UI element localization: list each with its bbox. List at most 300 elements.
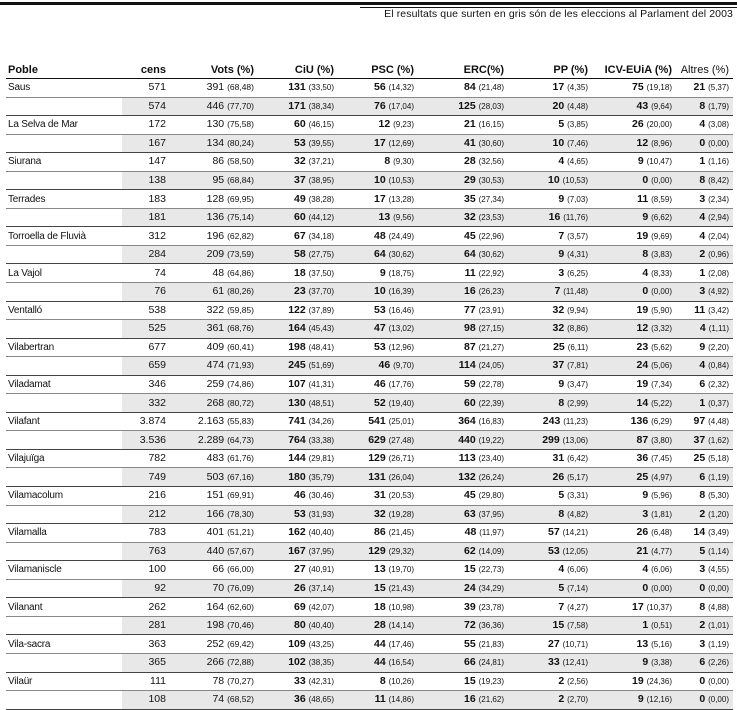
cell-pp-percent: (3,31) [567, 491, 588, 501]
cell-vots-percent: (75,58) [227, 119, 254, 130]
cell-icv [592, 320, 676, 339]
cell-vots [170, 579, 258, 598]
cell-ciu-count: 131 [288, 81, 306, 94]
table-row [6, 579, 733, 598]
col-header-ciu: CiU (%) [258, 62, 338, 79]
cell-vots-percent: (61,76) [227, 453, 254, 464]
cell-icv-count: 19 [636, 378, 649, 391]
cell-vots-count: 136 [206, 211, 225, 224]
cell-pp-count: 8 [558, 396, 565, 409]
cell-vots-count: 61 [212, 285, 225, 298]
cell-poble [6, 468, 122, 487]
cell-ciu-count: 102 [288, 656, 306, 669]
cell-cens: 332 [122, 394, 170, 413]
cell-psc [338, 561, 418, 580]
cell-icv-count: 4 [642, 266, 649, 279]
cell-erc [418, 264, 508, 283]
cell-pp [508, 524, 592, 543]
cell-psc-percent: (14,86) [388, 695, 414, 705]
cell-cens: 100 [122, 561, 170, 580]
col-header-vots: Vots (%) [170, 62, 258, 79]
cell-erc-percent: (21,48) [478, 83, 504, 93]
cell-erc-percent: (30,60) [478, 138, 504, 148]
cell-vots [170, 635, 258, 654]
cell-erc-percent: (28,03) [478, 101, 504, 111]
cell-vots-percent: (78,30) [227, 508, 254, 519]
cell-pp [508, 301, 592, 320]
cell-erc-count: 364 [458, 415, 476, 428]
cell-cens: 212 [122, 505, 170, 524]
cell-psc [338, 468, 418, 487]
cell-psc-percent: (20,53) [388, 491, 414, 501]
cell-erc-count: 63 [464, 507, 476, 520]
cell-pp [508, 153, 592, 172]
cell-cens: 365 [122, 653, 170, 672]
cell-psc [338, 505, 418, 524]
cell-psc-count: 86 [374, 526, 386, 539]
cell-pp [508, 505, 592, 524]
cell-ciu [258, 283, 338, 302]
cell-altres-count: 3 [699, 285, 706, 298]
cell-icv [592, 79, 676, 98]
cell-pp-percent: (4,65) [567, 157, 588, 167]
cell-vots [170, 171, 258, 190]
cell-altres [676, 616, 733, 635]
cell-icv-percent: (3,83) [651, 250, 672, 260]
table-header-row [6, 62, 733, 79]
cell-vots-count: 209 [206, 248, 225, 261]
cell-vots-percent: (77,70) [227, 100, 254, 111]
cell-pp-percent: (2,70) [567, 695, 588, 705]
cell-erc-percent: (21,83) [478, 639, 504, 649]
cell-ciu [258, 653, 338, 672]
cell-icv [592, 691, 676, 710]
cell-vots-count: 446 [206, 99, 225, 112]
cell-altres-count: 11 [694, 303, 706, 316]
cell-ciu-percent: (34,18) [308, 231, 334, 241]
cell-psc-percent: (27,48) [388, 435, 414, 445]
cell-poble: Vilamacolum [6, 487, 122, 506]
cell-vots [170, 598, 258, 617]
cell-poble: Torroella de Fluvià [6, 227, 122, 246]
cell-vots [170, 412, 258, 431]
cell-erc-percent: (22,78) [478, 380, 504, 390]
cell-ciu-count: 36 [294, 693, 306, 706]
cell-poble [6, 357, 122, 376]
cell-altres [676, 635, 733, 654]
cell-altres [676, 394, 733, 413]
cell-pp-count: 4 [558, 155, 565, 168]
cell-psc-percent: (17,46) [388, 639, 414, 649]
cell-psc [338, 190, 418, 209]
cell-pp-count: 7 [558, 600, 565, 613]
cell-pp-percent: (8,86) [567, 324, 588, 334]
cell-poble [6, 505, 122, 524]
cell-ciu-percent: (48,51) [308, 398, 334, 408]
cell-icv-count: 36 [636, 452, 649, 465]
cell-erc [418, 598, 508, 617]
cell-vots-percent: (80,24) [227, 137, 254, 148]
cell-pp-count: 31 [552, 452, 565, 465]
cell-pp [508, 653, 592, 672]
cell-erc-count: 28 [464, 155, 476, 168]
cell-altres-percent: (1,79) [708, 101, 729, 111]
cell-altres-percent: (4,48) [708, 417, 729, 427]
cell-pp [508, 579, 592, 598]
cell-psc [338, 320, 418, 339]
cell-ciu-percent: (41,31) [308, 380, 334, 390]
cell-altres-percent: (2,04) [708, 231, 729, 241]
cell-psc [338, 153, 418, 172]
cell-vots-percent: (72,88) [227, 657, 254, 668]
table-row [6, 616, 733, 635]
cell-vots-percent: (58,50) [227, 156, 254, 167]
cell-erc [418, 320, 508, 339]
cell-psc [338, 134, 418, 153]
cell-pp-percent: (5,17) [567, 472, 588, 482]
cell-vots [170, 561, 258, 580]
cell-erc [418, 301, 508, 320]
cell-pp [508, 672, 592, 691]
cell-altres [676, 375, 733, 394]
cell-erc [418, 431, 508, 450]
cell-erc-percent: (22,39) [478, 398, 504, 408]
cell-psc-count: 46 [378, 359, 391, 372]
cell-erc [418, 561, 508, 580]
cell-psc [338, 264, 418, 283]
cell-icv-count: 21 [636, 544, 649, 557]
cell-vots [170, 357, 258, 376]
cell-psc-percent: (29,32) [388, 546, 414, 556]
cell-poble [6, 691, 122, 710]
cell-altres-count: 8 [699, 489, 706, 502]
cell-icv-count: 0 [642, 582, 649, 595]
cell-erc-percent: (24,81) [478, 658, 504, 668]
cell-erc-count: 11 [464, 266, 476, 279]
cell-altres [676, 505, 733, 524]
cell-vots-percent: (69,91) [227, 490, 254, 501]
cell-altres [676, 116, 733, 135]
col-header-poble: Poble [6, 62, 122, 79]
cell-altres-count: 8 [699, 174, 706, 186]
cell-icv-percent: (7,34) [651, 380, 672, 390]
cell-erc-count: 440 [458, 433, 476, 446]
cell-pp-percent: (11,48) [563, 287, 588, 297]
cell-altres-percent: (8,42) [708, 176, 729, 185]
table-row [6, 672, 733, 691]
cell-poble: Vilabertran [6, 338, 122, 357]
cell-pp-percent: (7,14) [567, 584, 588, 594]
cell-ciu [258, 542, 338, 561]
cell-icv [592, 616, 676, 635]
cell-altres [676, 598, 733, 617]
cell-altres-count: 5 [699, 544, 706, 557]
cell-pp-percent: (12,41) [562, 658, 588, 668]
cell-pp-percent: (6,11) [567, 342, 588, 352]
cell-erc-percent: (37,95) [478, 509, 504, 519]
cell-poble [6, 245, 122, 264]
cell-vots-percent: (69,95) [227, 193, 254, 204]
cell-altres [676, 468, 733, 487]
cell-pp-count: 2 [558, 693, 565, 706]
cell-vots-percent: (68,52) [227, 694, 254, 705]
cell-poble [6, 431, 122, 450]
cell-psc [338, 375, 418, 394]
cell-ciu-percent: (38,28) [308, 194, 334, 204]
cell-pp-count: 299 [542, 433, 560, 446]
cell-ciu-count: 26 [294, 582, 306, 595]
cell-pp-percent: (14,21) [562, 528, 588, 538]
cell-pp-percent: (12,05) [562, 546, 588, 556]
cell-erc-count: 60 [464, 396, 476, 409]
cell-erc-percent: (21,27) [478, 342, 504, 352]
cell-vots-count: 70 [212, 582, 225, 595]
cell-cens: 3.536 [122, 431, 170, 450]
cell-pp [508, 616, 592, 635]
top-rule [0, 2, 737, 5]
cell-ciu-count: 23 [294, 285, 306, 298]
cell-erc-percent: (21,62) [478, 695, 504, 705]
table-row [6, 487, 733, 506]
cell-ciu-percent: (39,55) [308, 138, 334, 148]
cell-erc-percent: (26,24) [478, 472, 504, 482]
cell-altres [676, 449, 733, 468]
cell-ciu-count: 49 [294, 192, 306, 205]
cell-altres-percent: (1,19) [708, 639, 729, 649]
cell-psc-percent: (16,46) [388, 305, 414, 315]
cell-altres-count: 25 [693, 452, 706, 465]
cell-pp-percent: (10,53) [562, 176, 588, 185]
table-row [6, 375, 733, 394]
cell-icv [592, 579, 676, 598]
cell-erc-percent: (16,15) [478, 120, 504, 130]
cell-erc-percent: (11,97) [479, 528, 504, 538]
cell-icv-percent: (4,77) [651, 546, 672, 556]
cell-vots-count: 440 [206, 544, 225, 557]
cell-pp-percent: (6,25) [567, 268, 588, 278]
cell-icv-count: 13 [636, 637, 649, 650]
cell-poble: Vilafant [6, 412, 122, 431]
cell-altres-count: 14 [693, 526, 706, 539]
cell-erc [418, 227, 508, 246]
cell-psc-percent: (14,32) [388, 83, 414, 93]
cell-poble [6, 283, 122, 302]
cell-erc [418, 134, 508, 153]
cell-ciu-count: 130 [288, 396, 306, 409]
cell-psc-count: 11 [374, 693, 386, 706]
cell-psc [338, 283, 418, 302]
cell-erc-count: 16 [464, 693, 476, 706]
cell-erc-percent: (34,29) [478, 584, 504, 594]
cell-psc [338, 171, 418, 190]
cell-vots-count: 2.289 [197, 433, 225, 446]
cell-ciu [258, 412, 338, 431]
cell-icv-count: 8 [642, 248, 649, 261]
cell-psc-percent: (19,40) [388, 398, 414, 408]
cell-psc [338, 412, 418, 431]
cell-altres-percent: (3,08) [708, 120, 729, 130]
cell-erc-percent: (23,91) [478, 305, 504, 315]
cell-erc [418, 245, 508, 264]
cell-erc-percent: (27,34) [478, 194, 504, 204]
cell-ciu-percent: (48,41) [308, 342, 334, 352]
cell-vots-percent: (75,14) [227, 212, 254, 223]
cell-ciu-percent: (48,65) [308, 695, 334, 705]
cell-icv [592, 153, 676, 172]
cell-vots [170, 245, 258, 264]
cell-erc-count: 55 [464, 637, 476, 650]
cell-erc-percent: (22,92) [478, 268, 504, 278]
cell-ciu-percent: (37,21) [308, 157, 334, 167]
cell-icv-count: 19 [636, 229, 649, 242]
cell-altres [676, 542, 733, 561]
cell-ciu-count: 144 [288, 452, 306, 465]
table-row [6, 412, 733, 431]
cell-ciu [258, 561, 338, 580]
cell-altres-percent: (0,00) [708, 676, 729, 686]
cell-ciu [258, 264, 338, 283]
cell-ciu-percent: (40,40) [308, 621, 334, 631]
cell-vots [170, 487, 258, 506]
table-row [6, 320, 733, 339]
cell-erc-count: 66 [464, 656, 476, 669]
table-row [6, 245, 733, 264]
cell-poble [6, 394, 122, 413]
cell-psc-count: 8 [384, 155, 391, 168]
cell-cens: 172 [122, 116, 170, 135]
cell-icv [592, 171, 676, 190]
cell-pp-count: 53 [548, 544, 560, 557]
cell-erc-percent: (30,62) [478, 250, 504, 260]
cell-altres-percent: (4,92) [708, 287, 729, 297]
cell-altres-count: 2 [699, 248, 706, 261]
cell-ciu-percent: (34,26) [308, 417, 334, 427]
cell-pp-percent: (7,81) [567, 361, 588, 371]
cell-icv-count: 23 [636, 340, 649, 353]
cell-icv-count: 11 [637, 192, 649, 205]
cell-vots-count: 166 [206, 507, 225, 520]
cell-ciu-percent: (46,15) [308, 120, 334, 130]
cell-icv-percent: (9,69) [651, 231, 672, 241]
cell-vots [170, 97, 258, 116]
cell-altres-percent: (2,20) [708, 342, 729, 352]
cell-vots-count: 322 [206, 303, 225, 316]
cell-psc-percent: (12,96) [388, 342, 414, 352]
col-header-icv: ICV-EUiA (%) [592, 62, 676, 79]
table-row [6, 134, 733, 153]
col-header-psc: PSC (%) [338, 62, 418, 79]
table-row [6, 190, 733, 209]
cell-icv-percent: (6,29) [651, 417, 672, 427]
cell-altres [676, 320, 733, 339]
cell-altres-count: 4 [699, 229, 706, 242]
cell-vots-count: 164 [206, 600, 225, 613]
cell-erc-count: 98 [464, 322, 476, 335]
cell-psc [338, 79, 418, 98]
cell-poble [6, 320, 122, 339]
table-row [6, 301, 733, 320]
cell-altres-count: 4 [699, 211, 706, 224]
cell-altres-count: 1 [699, 155, 706, 168]
cell-vots [170, 542, 258, 561]
cell-altres-percent: (3,42) [708, 305, 729, 315]
cell-altres [676, 208, 733, 227]
cell-ciu-percent: (37,50) [308, 268, 334, 278]
cell-altres-percent: (0,00) [708, 695, 729, 705]
cell-pp [508, 635, 592, 654]
cell-ciu-percent: (40,40) [308, 528, 334, 538]
cell-ciu-percent: (51,69) [308, 361, 334, 371]
cell-cens: 281 [122, 616, 170, 635]
cell-vots [170, 505, 258, 524]
cell-altres [676, 412, 733, 431]
cell-vots-percent: (73,59) [227, 249, 254, 260]
cell-poble: Terrades [6, 190, 122, 209]
cell-pp [508, 542, 592, 561]
cell-erc [418, 691, 508, 710]
cell-ciu-percent: (38,95) [308, 176, 334, 185]
cell-icv-count: 26 [636, 526, 649, 539]
cell-altres-percent: (5,30) [708, 491, 729, 501]
cell-vots-count: 401 [206, 526, 225, 539]
cell-erc-count: 41 [464, 136, 476, 149]
cell-icv-percent: (0,51) [651, 621, 672, 631]
cell-ciu [258, 449, 338, 468]
cell-pp-count: 5 [558, 489, 565, 502]
cell-icv [592, 375, 676, 394]
table-row [6, 449, 733, 468]
cell-psc-count: 129 [368, 452, 386, 465]
cell-erc [418, 190, 508, 209]
cell-psc-percent: (12,69) [388, 138, 414, 148]
cell-pp [508, 468, 592, 487]
cell-icv-count: 4 [642, 563, 649, 576]
cell-pp [508, 171, 592, 190]
cell-erc [418, 283, 508, 302]
cell-vots [170, 283, 258, 302]
cell-altres [676, 653, 733, 672]
cell-poble [6, 616, 122, 635]
table-row [6, 635, 733, 654]
cell-psc-percent: (18,75) [388, 268, 414, 278]
cell-icv [592, 468, 676, 487]
col-header-pp: PP (%) [508, 62, 592, 79]
cell-vots-count: 74 [212, 693, 225, 706]
cell-ciu-count: 180 [288, 470, 306, 483]
cell-ciu-percent: (30,46) [308, 491, 334, 501]
cell-erc-count: 32 [464, 211, 476, 224]
cell-poble: Viladamat [6, 375, 122, 394]
cell-icv-count: 17 [632, 600, 644, 613]
cell-vots-count: 196 [206, 229, 225, 242]
cell-icv [592, 561, 676, 580]
cell-icv-count: 136 [630, 415, 649, 428]
cell-altres-percent: (1,16) [708, 157, 729, 167]
cell-ciu [258, 616, 338, 635]
cell-icv-percent: (0,00) [651, 176, 672, 185]
cell-psc-percent: (9,23) [393, 120, 414, 130]
cell-vots-count: 134 [206, 136, 225, 149]
cell-erc [418, 116, 508, 135]
cell-erc-count: 35 [464, 192, 476, 205]
cell-altres-count: 1 [699, 396, 706, 409]
cell-erc [418, 338, 508, 357]
cell-altres-count: 0 [699, 582, 706, 595]
cell-vots-percent: (74,86) [227, 379, 254, 390]
cell-vots-count: 266 [206, 656, 225, 669]
cell-ciu-percent: (31,93) [308, 509, 334, 519]
cell-altres-percent: (4,55) [708, 565, 729, 575]
